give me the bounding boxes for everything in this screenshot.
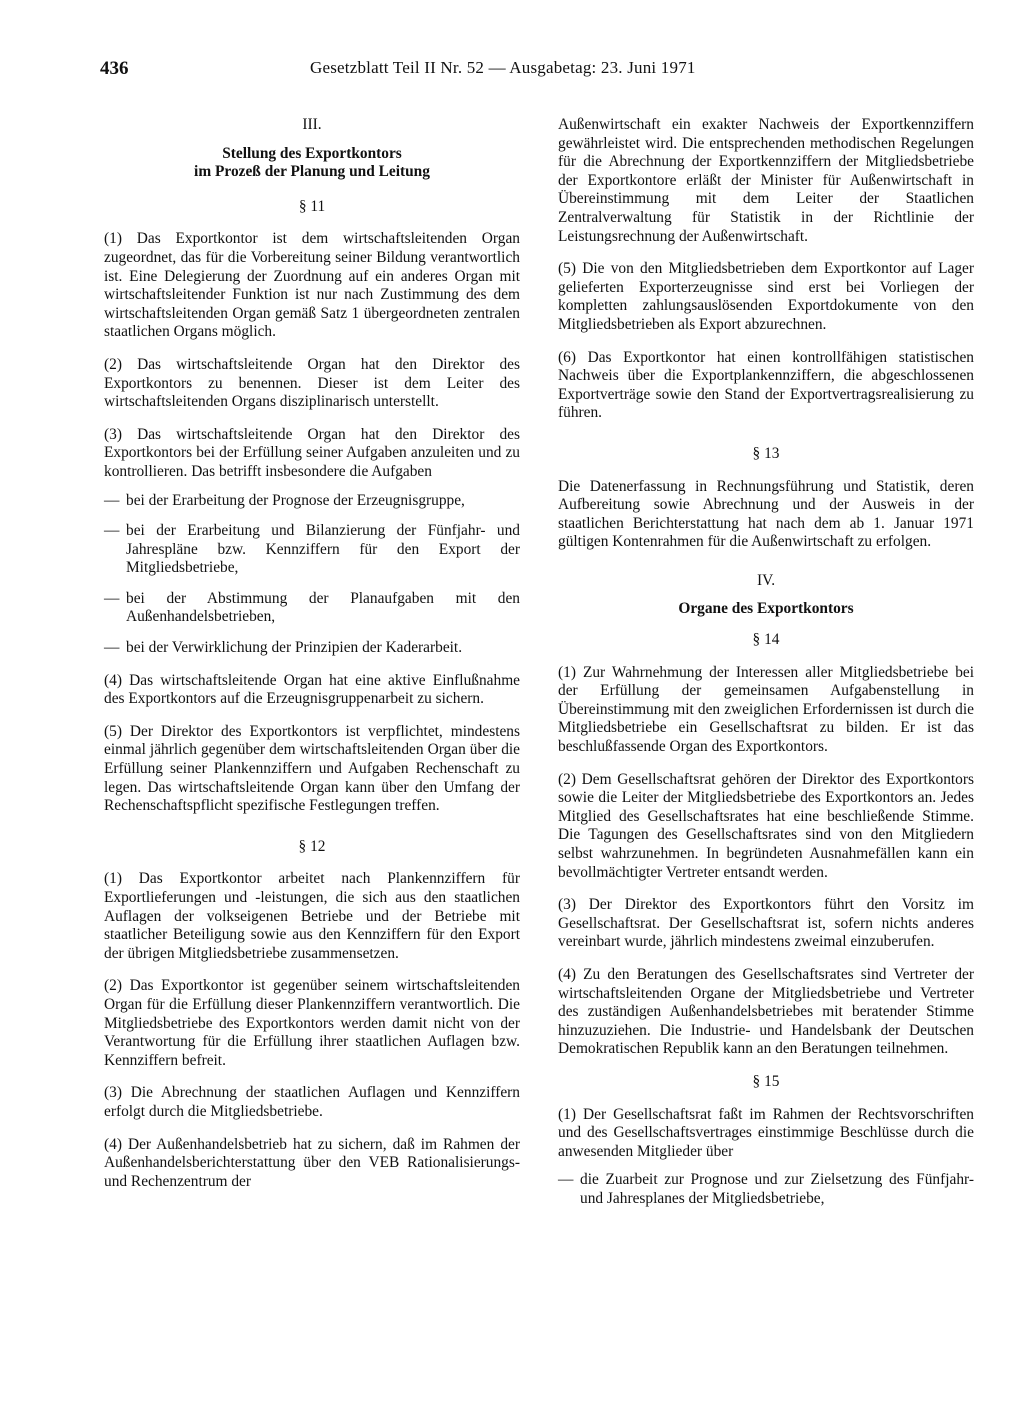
para-11-3-list	[104, 492, 520, 658]
list-item: — bei der Verwirklichung der Prinzipien der Kaderarbeit.	[104, 639, 520, 658]
para-11-4: (4) Das wirtschaftsleitende Organ hat eine aktive Einflußnahme des Exportkontors auf die Erzeugnisgruppenarbeit zu sichern.	[104, 671, 520, 708]
para-12-4-continued: Außenwirtschaft ein exakter Nachweis der Exportkennziffern gewährleistet wird. Die entsprechenden methodischen Regelungen für die Abrechnung der Exportkennziffern der Mitgliedsbetriebe der Exportkontore erläßt der Minister für Außenwirtschaft in Übereinstimmung mit dem Leiter der Staatlichen Zentralverwaltung für Statistik in der Richtlinie der Leistungsrechnung der Außenwirtschaft.	[558, 116, 974, 245]
para-14-4: (4) Zu den Beratungen des Gesellschaftsrates sind Vertreter der wirtschaftsleitenden Organe der Mitgliedsbetriebe und Vertreter des zuständigen Außenhandelsbetriebes mit beratender Stimme hinzuzuziehen. Die Industrie- und Handelsbank der Deutschen Demokratischen Republik kann an den Beratungen teilnehmen.	[558, 965, 974, 1058]
left-column	[104, 116, 520, 1205]
section-number-iii: III.	[302, 116, 322, 133]
section-title-iii	[104, 145, 520, 182]
paragraph-heading-13: § 13	[752, 444, 780, 462]
para-15-1: (1) Der Gesellschaftsrat faßt im Rahmen der Rechtsvorschriften und des Gesellschaftsvertrages einstimmige Beschlüsse durch die anwesenden Mitglieder über	[558, 1105, 974, 1160]
para-12-3: (3) Die Abrechnung der staatlichen Auflagen und Kennziffern erfolgt durch die Mitgliedsbetriebe.	[104, 1084, 520, 1120]
list-item: — bei der Abstimmung der Planaufgaben mit den Außenhandelsbetrieben,	[104, 590, 520, 627]
section-title-iv: Organe des Exportkontors	[678, 600, 854, 618]
para-11-3: (3) Das wirtschaftsleitende Organ hat den Direktor des Exportkontors bei der Erfüllung seiner Aufgaben anzuleiten und zu kontrollieren. Das betrifft insbesondere die Aufgaben	[104, 425, 520, 480]
section-title-line-2: im Prozeß der Planung und Leitung	[194, 163, 430, 181]
page-number: 436	[100, 58, 129, 79]
para-11-1: (1) Das Exportkontor ist dem wirtschaftsleitenden Organ zugeordnet, das für die Vorbereitung seiner Bildung verantwortlich ist. Eine Delegierung der Zuordnung auf ein anderes Organ mit wirtschaftsleitender Funktion ist nur nach Zustimmung des dem wirtschaftsleitenden Organ gemäß Satz 1 übergeordneten zentralen staatlichen Organs möglich.	[104, 230, 520, 341]
list-item: — die Zuarbeit zur Prognose und zur Zielsetzung des Fünfjahr- und Jahresplanes der Mitgliedsbetriebe,	[558, 1171, 974, 1208]
right-column	[558, 116, 974, 1223]
page-header	[100, 58, 926, 88]
section-title-line-1: Stellung des Exportkontors	[222, 144, 402, 162]
para-12-4: (4) Der Außenhandelsbetrieb hat zu sichern, daß im Rahmen der Außenhandelsberichterstattung über den VEB Rationalisierungs- und Rechenzentrum der	[104, 1135, 520, 1190]
para-11-2: (2) Das wirtschaftsleitende Organ hat den Direktor des Exportkontors zu benennen. Dieser ist dem Leiter des wirtschaftsleitenden Organs disziplinarisch unterstellt.	[104, 355, 520, 411]
para-11-5: (5) Der Direktor des Exportkontors ist verpflichtet, mindestens einmal jährlich gegenüber dem wirtschaftsleitenden Organ über die Erfüllung seiner Plankennziffern und Aufgaben Rechenschaft zu legen. Das wirtschaftsleitende Organ kann über den Umfang der Rechenschaftspflicht spezifische Festlegungen treffen.	[104, 722, 520, 815]
list-item: — bei der Erarbeitung der Prognose der Erzeugnisgruppe,	[104, 492, 520, 511]
para-12-5: (5) Die von den Mitgliedsbetrieben dem Exportkontor auf Lager gelieferten Exporterzeugnisse sind erst bei Vorliegen der kompletten zahlungsauslösenden Exportdokumente von den Mitgliedsbetrieben als Export abzurechnen.	[558, 260, 974, 333]
para-14-2: (2) Dem Gesellschaftsrat gehören der Direktor des Exportkontors sowie die Leiter der Mitgliedsbetriebe des Exportkontors an. Jedes Mitglied des Gesellschaftsrates hat eine beschließende Stimme. Die Tagungen des Gesellschaftsrates sind von den Mitgliedern selbst wahrzunehmen. In begründeten Ausnahmefällen kann ein bevollmächtigter Vertreter entsandt werden.	[558, 770, 974, 881]
list-item: — bei der Erarbeitung und Bilanzierung der Fünfjahr- und Jahrespläne bzw. Kennziffern für den Export der Mitgliedsbetriebe,	[104, 522, 520, 578]
paragraph-heading-12: § 12	[298, 837, 326, 855]
para-12-2: (2) Das Exportkontor ist gegenüber seinem wirtschaftsleitenden Organ für die Erfüllung dieser Plankennziffern verantwortlich. Die Mitgliedsbetriebe des Exportkontors werden damit nicht von der Verantwortung für die Erfüllung ihrer staatlichen Auflagen bzw. Kennziffern befreit.	[104, 977, 520, 1069]
running-head: Gesetzblatt Teil II Nr. 52 — Ausgabetag: 23. Juni 1971	[310, 58, 696, 77]
paragraph-heading-11: § 11	[298, 197, 326, 215]
paragraph-heading-14: § 14	[752, 631, 780, 649]
para-12-6: (6) Das Exportkontor hat einen kontrollfähigen statistischen Nachweis über die Exportplankennziffern, die abgeschlossenen Exportverträge sowie den Stand der Exportvertragsrealisierung zu führen.	[558, 348, 974, 422]
para-13: Die Datenerfassung in Rechnungsführung und Statistik, deren Aufbereitung sowie Abrechnung und der Ausweis in der staatlichen Berichterstattung hat nach dem ab 1. Januar 1971 gültigen Kontenrahmen für die Außenwirtschaft zu erfolgen.	[558, 477, 974, 551]
para-12-1: (1) Das Exportkontor arbeitet nach Plankennziffern für Exportlieferungen und -leistungen, die sich aus den staatlichen Auflagen der volkseigenen Betriebe und der Betriebe mit staatlicher Beteiligung sowie aus den Kennziffern für den Export der übrigen Mitgliedsbetriebe zusammensetzen.	[104, 870, 520, 962]
para-15-1-list	[558, 1171, 974, 1208]
para-14-3: (3) Der Direktor des Exportkontors führt den Vorsitz im Gesellschaftsrat. Der Gesellschaftsrat ist, sofern nichts anderes vereinbart wurde, jährlich mindestens zweimal einzuberufen.	[558, 896, 974, 951]
paragraph-heading-15: § 15	[752, 1072, 780, 1090]
section-number-iv: IV.	[756, 571, 776, 589]
para-14-1: (1) Zur Wahrnehmung der Interessen aller Mitgliedsbetriebe bei der Erfüllung der gemeinsamen Aufgabenstellung in Übereinstimmung mit den zweiglichen Erfordernissen ist durch die Mitgliedsbetriebe ein Gesellschaftsrat zu bilden. Er ist das beschlußfassende Organ des Exportkontors.	[558, 663, 974, 756]
